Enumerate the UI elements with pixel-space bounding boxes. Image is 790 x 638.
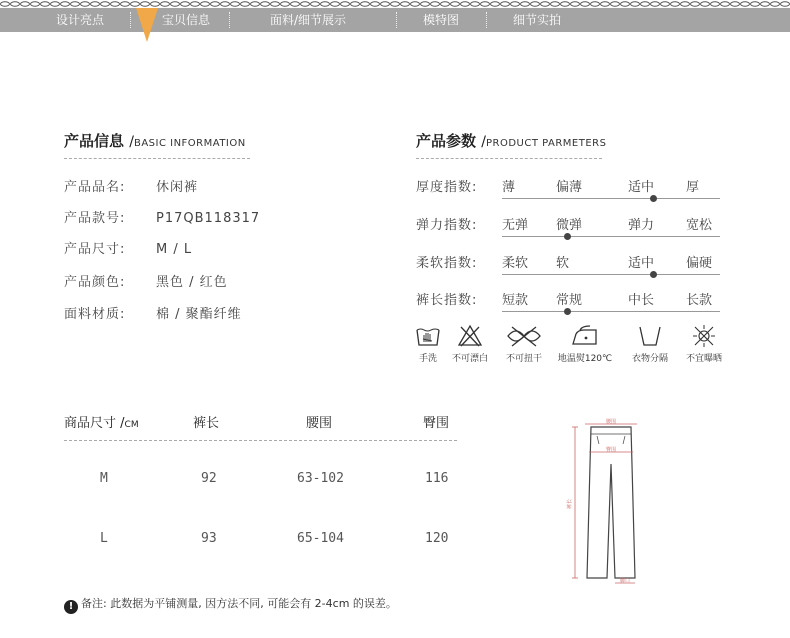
param-option: 薄: [502, 180, 516, 195]
note-text: 备注: 此数据为平铺测量, 因方法不同, 可能会有 2-4cm 的误差。: [81, 597, 397, 610]
param-option: 常规: [556, 293, 583, 308]
care-no-wring: 不可扭干: [494, 324, 554, 364]
param-option: 偏硬: [686, 256, 713, 271]
iron-low-icon: [570, 324, 600, 348]
care-separate-wash: 衣物分隔: [620, 324, 680, 364]
hand-wash-icon: [415, 324, 441, 348]
param-option: 中长: [628, 293, 655, 308]
param-label: 柔软指数:: [416, 256, 478, 271]
param-selected-dot-icon: [564, 308, 571, 315]
no-sun-icon: [691, 324, 717, 348]
param-selected-dot-icon: [650, 271, 657, 278]
nav-separator: [130, 12, 131, 28]
product-info-title-en: BASIC INFORMATION: [133, 138, 246, 149]
info-row-material: 面料材质: 棉 / 聚酯纤维: [64, 307, 242, 322]
param-label: 弹力指数:: [416, 218, 478, 233]
param-scale-line: [502, 311, 720, 312]
size-table-title: 商品尺寸 /CM: [64, 416, 139, 431]
waist-label: 腰围: [605, 419, 617, 425]
product-info-title-text: 产品信息: [64, 132, 125, 150]
nav-separator: [229, 12, 230, 28]
param-row: [416, 214, 720, 244]
size-header-length: 裤长: [193, 416, 220, 431]
info-row-size: 产品尺寸: M / L: [64, 242, 193, 257]
param-row: [416, 252, 720, 282]
size-label-m: M: [100, 471, 108, 486]
decorative-chain-border: [0, 0, 790, 8]
size-m-hip: 116: [425, 471, 449, 486]
info-row-name: 产品品名: 休闲裤: [64, 180, 199, 195]
length-label: 裤长: [567, 498, 573, 510]
active-tab-indicator-icon: [136, 8, 158, 42]
care-no-bleach: 不可漂白: [440, 324, 500, 364]
param-option: 偏薄: [556, 180, 583, 195]
info-row-style-no: 产品款号: P17QB118317: [64, 211, 261, 226]
care-hand-wash: 手洗: [398, 324, 458, 364]
param-scale-line: [502, 236, 720, 237]
size-header-hip: 臀围: [423, 416, 450, 431]
divider: [64, 440, 457, 441]
param-row: [416, 289, 720, 319]
nav-item-fabric-details[interactable]: 面料/细节展示: [270, 13, 347, 27]
param-label: 裤长指数:: [416, 293, 478, 308]
hem-label: 脚口: [619, 578, 631, 584]
param-scale-line: [502, 198, 720, 199]
nav-separator: [396, 12, 397, 28]
param-option: 适中: [628, 180, 655, 195]
param-option: 适中: [628, 256, 655, 271]
param-option: 微弹: [556, 218, 583, 233]
pants-measurement-diagram: [555, 418, 665, 588]
param-option: 柔软: [502, 256, 529, 271]
param-selected-dot-icon: [650, 195, 657, 202]
product-info-title: 产品信息 /BASIC INFORMATION: [64, 132, 246, 150]
product-params-title-en: PRODUCT PARMETERS: [485, 138, 607, 149]
size-label-l: L: [100, 531, 108, 546]
care-no-sun: 不宜曝晒: [674, 324, 734, 364]
size-m-length: 92: [201, 471, 217, 486]
param-option: 宽松: [686, 218, 713, 233]
divider: [64, 158, 250, 159]
no-bleach-icon: [457, 324, 483, 348]
measurement-note: [64, 595, 397, 614]
size-m-waist: 63-102: [297, 471, 344, 486]
size-l-length: 93: [201, 531, 217, 546]
param-scale-line: [502, 274, 720, 275]
info-row-color: 产品颜色: 黑色 / 红色: [64, 275, 228, 290]
param-option: 长款: [686, 293, 713, 308]
param-option: 软: [556, 256, 570, 271]
size-l-waist: 65-104: [297, 531, 344, 546]
warning-icon: !: [64, 600, 78, 614]
no-wring-icon: [504, 324, 544, 348]
nav-item-model[interactable]: 模特图: [423, 13, 460, 27]
size-l-hip: 120: [425, 531, 449, 546]
param-option: 弹力: [628, 218, 655, 233]
size-unit: CM: [124, 420, 139, 430]
product-params-title: 产品参数 /PRODUCT PARMETERS: [416, 132, 607, 150]
hip-label: 臀围: [605, 447, 617, 453]
param-option: 厚: [686, 180, 700, 195]
size-header-waist: 腰围: [306, 416, 333, 431]
nav-separator: [486, 12, 487, 28]
nav-item-design[interactable]: 设计亮点: [56, 13, 105, 27]
nav-item-product-info[interactable]: 宝贝信息: [162, 13, 211, 27]
param-option: 短款: [502, 293, 529, 308]
separate-wash-icon: [637, 324, 663, 348]
care-iron-low: 地温熨120℃: [555, 324, 615, 364]
param-label: 厚度指数:: [416, 180, 478, 195]
nav-item-detail-photos[interactable]: 细节实拍: [513, 13, 562, 27]
product-params-title-text: 产品参数: [416, 132, 477, 150]
param-selected-dot-icon: [564, 233, 571, 240]
divider: [416, 158, 602, 159]
param-option: 无弹: [502, 218, 529, 233]
top-nav-bar: [0, 8, 790, 32]
param-row: [416, 176, 720, 206]
